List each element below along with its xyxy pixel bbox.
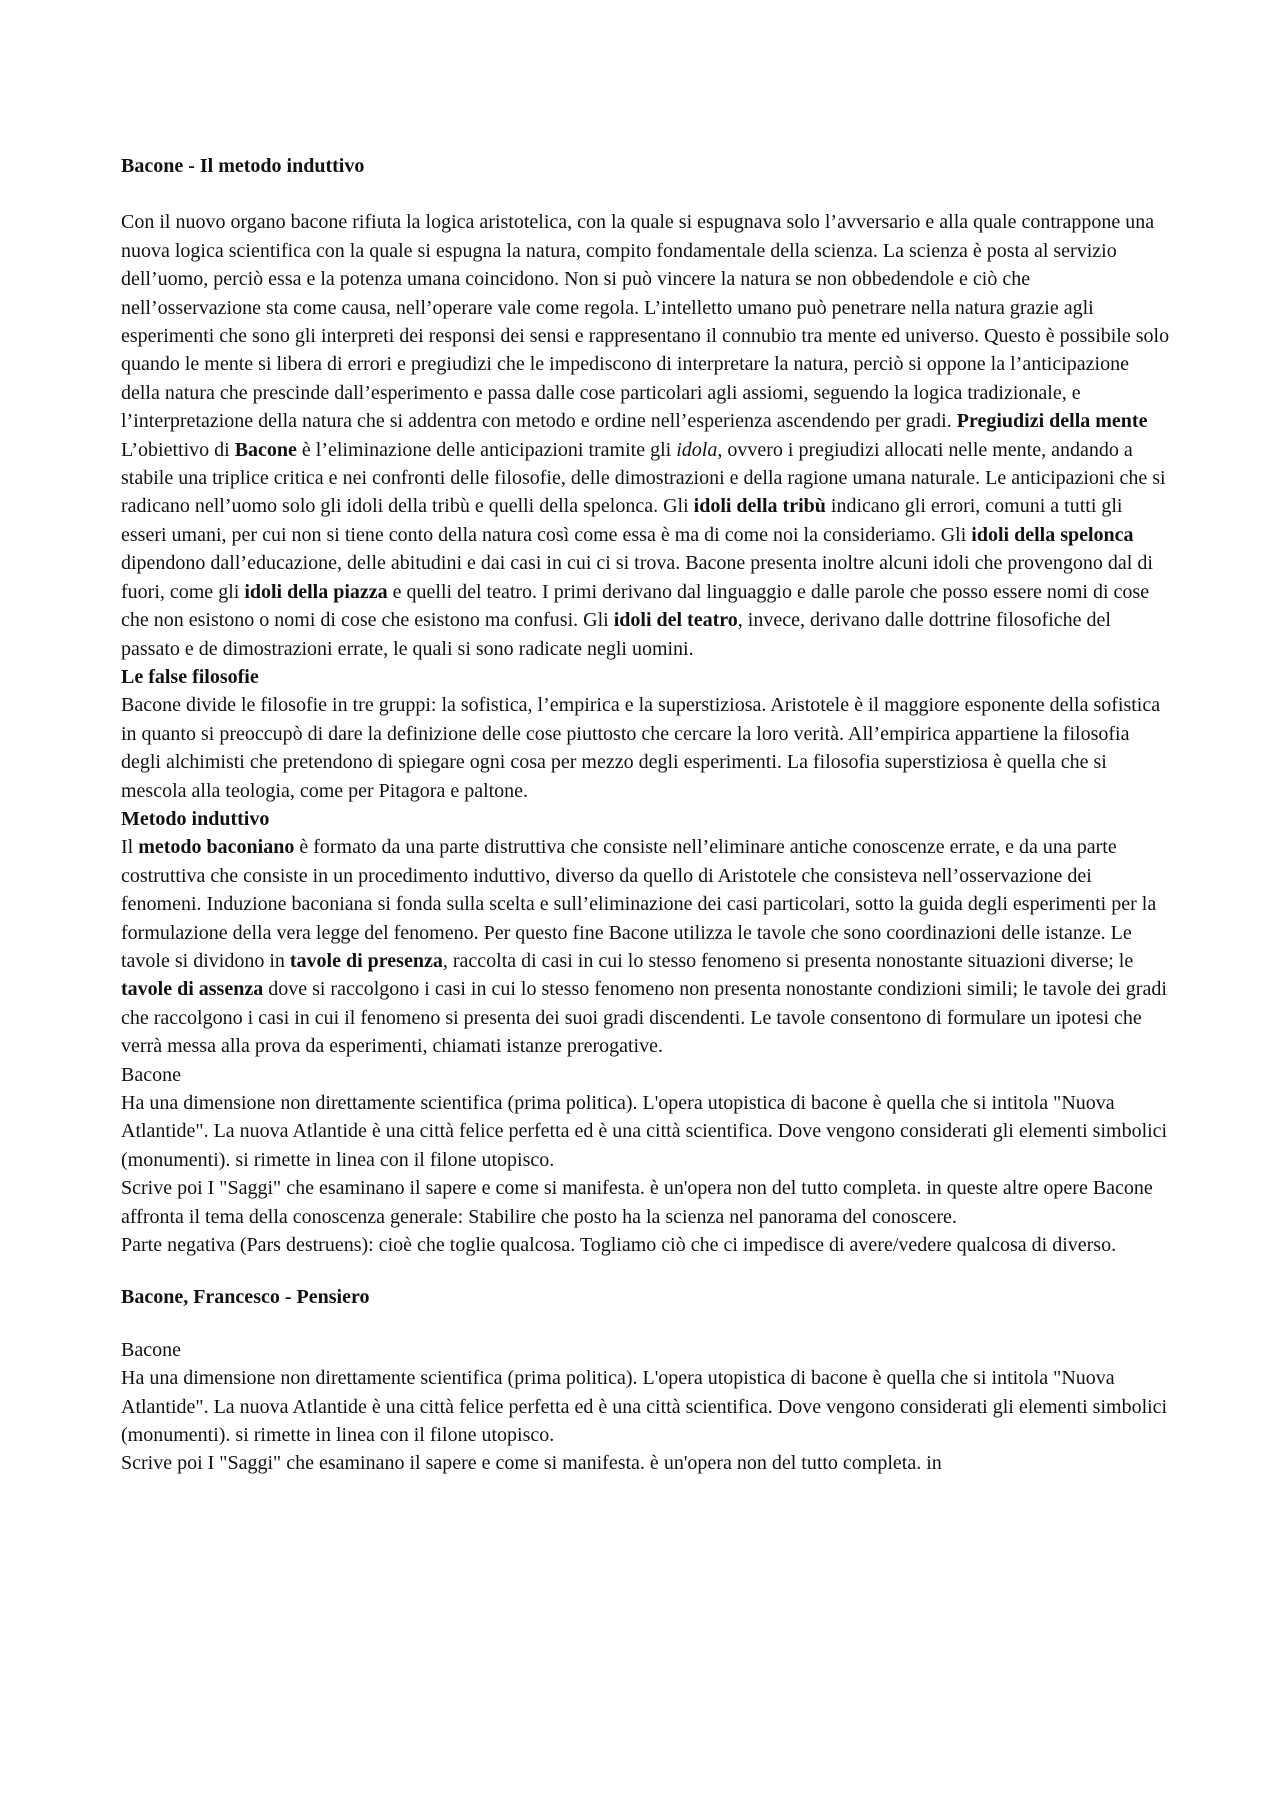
text-span: è l’eliminazione delle anticipazioni tramite gli <box>296 438 677 461</box>
text-span: dove si raccolgono i casi in cui lo stesso fenomeno non presenta nonostante condizioni simili; le tavole dei gradi che raccolgono i casi in cui il fenomeno si presenta dei suoi gradi discendenti. Le tavole consentono di formulare un ipotesi che verrà messa alla prova da esperimenti, chiamati istanze prerogative. <box>121 978 1167 1058</box>
paragraph-saggi: Scrive poi I "Saggi" che esaminano il sapere e come si manifesta. è un'opera non del tutto completa. in queste altre opere Bacone affronta il tema della conoscenza generale: Stabilire che posto ha la scienza nel panorama del conoscere. <box>121 1177 1153 1228</box>
bold-term: idoli della piazza <box>244 580 388 603</box>
text-span: e quelli del teatro. I primi derivano dal linguaggio e dalle parole che posso essere nomi di cose che non esistono o nomi di cose che esistono ma confusi. Gli <box>121 580 1150 632</box>
bold-term: tavole di assenza <box>121 978 264 1001</box>
heading-metodo-induttivo: Metodo induttivo <box>121 807 270 830</box>
paragraph-atlantide: Ha una dimensione non direttamente scientifica (prima politica). L'opera utopistica di bacone è quella che si intitola "Nuova Atlantide". La nuova Atlantide è una città felice perfetta ed è una città scientifica. Dove vengono considerati gli elementi simbolici (monumenti). si rimette in linea con il filone utopisco. <box>121 1092 1168 1171</box>
text-span: L’obiettivo di <box>121 438 235 461</box>
text-span: , ovvero i pregiudizi allocati nelle mente, andando a stabile una triplice critica e nei confronti delle filosofie, delle dimostrazioni e della ragione umana naturale. Le anticipazioni che si radicano nell’uomo solo gli idoli della tribù e quelli della spelonca. Gli <box>121 438 1166 518</box>
paragraph-metodo <box>121 833 1170 1060</box>
section-title-pensiero: Bacone, Francesco - Pensiero <box>121 1286 370 1309</box>
text-span: è formato da una parte distruttiva che consiste nell’eliminare antiche conoscenze errate, e da una parte costruttiva che consiste in un procedimento induttivo, diverso da quello di Aristotele che consisteva nell’osservazione dei fenomeni. Induzione baconiana si fonda sulla scelta e sull’eliminazione dei casi particolari, sotto la guida degli esperimenti per la formulazione della vera legge del fenomeno. Per questo fine Bacone utilizza le tavole che sono coordinazioni delle istanze. Le tavole si dividono in <box>121 836 1157 972</box>
intro-paragraph <box>121 208 1170 435</box>
text-span: indicano gli errori, comuni a tutti gli esseri umani, per cui non si tiene conto della natura così come essa è ma di come noi la consideriamo. Gli <box>121 495 1123 546</box>
text-span: , raccolta di casi in cui lo stesso fenomeno si presenta nonostante situazioni diverse; le <box>442 949 1134 972</box>
document-title: Bacone - Il metodo induttivo <box>121 155 365 177</box>
bacone-label-2: Bacone <box>121 1338 181 1361</box>
paragraph-filosofie: Bacone divide le filosofie in tre gruppi: la sofistica, l’empirica e la superstiziosa. Aristotele è il maggiore esponente della sofistica in quanto si preoccupò di dare la definizione delle cose piuttosto che cercare la loro verità. All’empirica appartiene la filosofia degli alchimisti che pretendono di spiegare ogni cosa per mezzo degli esperimenti. La filosofia superstiziosa è quella che si mescola alla teologia, come per Pitagora e paltone. <box>121 694 1161 802</box>
italic-term: idola <box>676 438 718 461</box>
heading-pregiudizi: Pregiudizi della mente <box>956 410 1148 433</box>
bold-term: tavole di presenza <box>289 949 443 972</box>
bold-term: idoli della spelonca <box>971 523 1134 546</box>
intro-text: Con il nuovo organo bacone rifiuta la logica aristotelica, con la quale si espugnava solo l’avversario e alla quale contrappone una nuova logica scientifica con la quale si espugna la natura, compito fondamentale della scienza. La scienza è posta al servizio dell’uomo, perciò essa e la potenza umana coincidono. Non si può vincere la natura se non obbedendole e ciò che nell’osservazione sta come causa, nell’operare vale come regola. L’intelletto umano può penetrare nella natura grazie agli esperimenti che sono gli interpreti dei responsi dei sensi e rappresentano il connubio tra mente ed universo. Questo è possibile solo quando le mente si libera di errori e pregiudizi che le impediscono di interpretare la natura, perciò si oppone la l’anticipazione della natura che prescinde dall’esperimento e passa dalle cose particolari agli assiomi, seguendo la logica tradizionale, e l’interpretazione della natura che si addentra con metodo e ordine nell’esperienza ascendendo per gradi. <box>121 211 1170 433</box>
bold-term: idoli della tribù <box>693 495 826 518</box>
heading-false-filosofie: Le false filosofie <box>121 665 259 688</box>
text-span: dipendono dall’educazione, delle abitudini e dai casi in cui ci si trova. Bacone presenta inoltre alcuni idoli che provengono dal di fuori, come gli <box>121 552 1153 603</box>
bold-term: idoli del teatro <box>613 609 738 632</box>
paragraph-atlantide-2: Ha una dimensione non direttamente scientifica (prima politica). L'opera utopistica di bacone è quella che si intitola "Nuova Atlantide". La nuova Atlantide è una città felice perfetta ed è una città scientifica. Dove vengono considerati gli elementi simbolici (monumenti). si rimette in linea con il filone utopisco. <box>121 1367 1168 1447</box>
paragraph-saggi-2: Scrive poi I "Saggi" che esaminano il sapere e come si manifesta. è un'opera non del tutto completa. in <box>121 1452 942 1475</box>
paragraph-idola <box>121 436 1170 663</box>
bold-term: metodo baconiano <box>138 836 295 859</box>
bacone-label: Bacone <box>121 1063 181 1086</box>
paragraph-pars-destruens: Parte negativa (Pars destruens): cioè che toglie qualcosa. Togliamo ciò che ci impedisce di avere/vedere qualcosa di diverso. <box>121 1234 1117 1257</box>
bold-term: Bacone <box>234 438 297 461</box>
text-span: , invece, derivano dalle dottrine filosofiche del passato e de dimostrazioni errate, le quali si sono radicate negli uomini. <box>121 609 1111 660</box>
text-span: Il <box>121 836 139 859</box>
